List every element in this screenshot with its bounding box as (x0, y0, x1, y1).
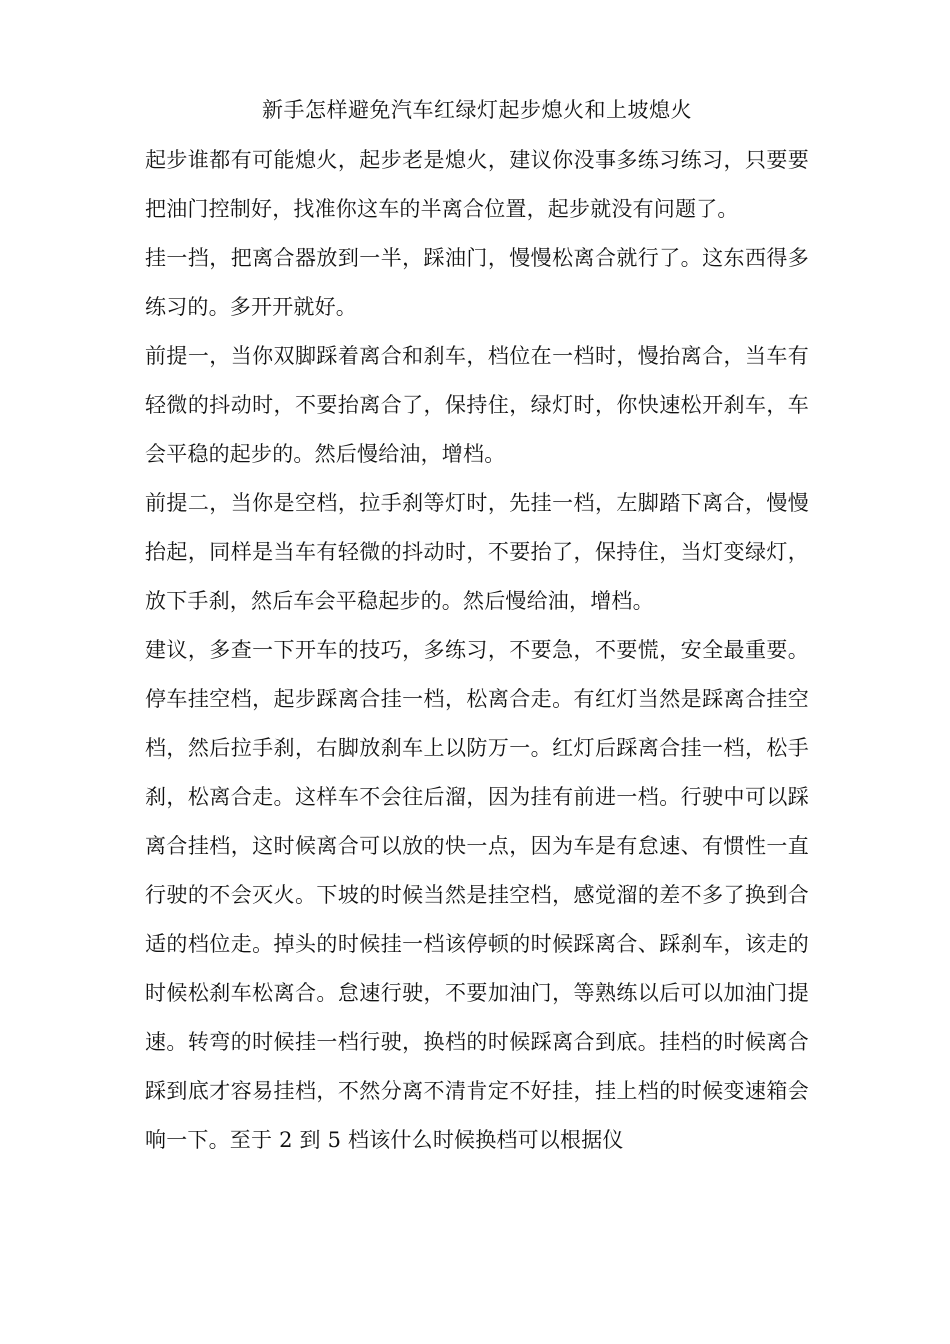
paragraph-4: 前提二，当你是空档，拉手刹等灯时，先挂一档，左脚踏下离合，慢慢抬起，同样是当车有轻微的抖动时，不要抬了，保持住，当灯变绿灯，放下手刹，然后车会平稳起步的。然后慢给油，增档。 (145, 491, 809, 613)
paragraph-1: 起步谁都有可能熄火，起步老是熄火，建议你没事多练习练习，只要要把油门控制好，找准你这车的半离合位置，起步就没有问题了。 (145, 148, 809, 221)
document-page (145, 92, 809, 1165)
paragraph-2: 挂一挡，把离合器放到一半，踩油门，慢慢松离合就行了。这东西得多练习的。多开开就好。 (145, 246, 809, 319)
document-title: 新手怎样避免汽车红绿灯起步熄火和上坡熄火 (262, 98, 692, 122)
paragraph-3: 前提一，当你双脚踩着离合和刹车，档位在一档时，慢抬离合，当车有轻微的抖动时，不要抬离合了，保持住，绿灯时，你快速松开刹车，车会平稳的起步的。然后慢给油，增档。 (145, 344, 809, 466)
paragraph-5: 建议，多查一下开车的技巧，多练习，不要急，不要慌，安全最重要。停车挂空档，起步踩离合挂一档，松离合走。有红灯当然是踩离合挂空档，然后拉手刹，右脚放刹车上以防万一。红灯后踩离合挂一档，松手刹，松离合走。这样车不会往后溜，因为挂有前进一档。行驶中可以踩离合挂档，这时候离合可以放的快一点，因为车是有怠速、有惯性一直行驶的不会灭火。下坡的时候当然是挂空档，感觉溜的差不多了换到合适的档位走。掉头的时候挂一档该停顿的时候踩离合、踩刹车，该走的时候松刹车松离合。怠速行驶，不要加油门，等熟练以后可以加油门提速。转弯的时候挂一档行驶，换档的时候踩离合到底。挂档的时候离合踩到底才容易挂档，不然分离不清肯定不好挂，挂上档的时候变速箱会响一下。至于 2 到 5 档该什么时候换档可以根据仪 (145, 638, 809, 1152)
